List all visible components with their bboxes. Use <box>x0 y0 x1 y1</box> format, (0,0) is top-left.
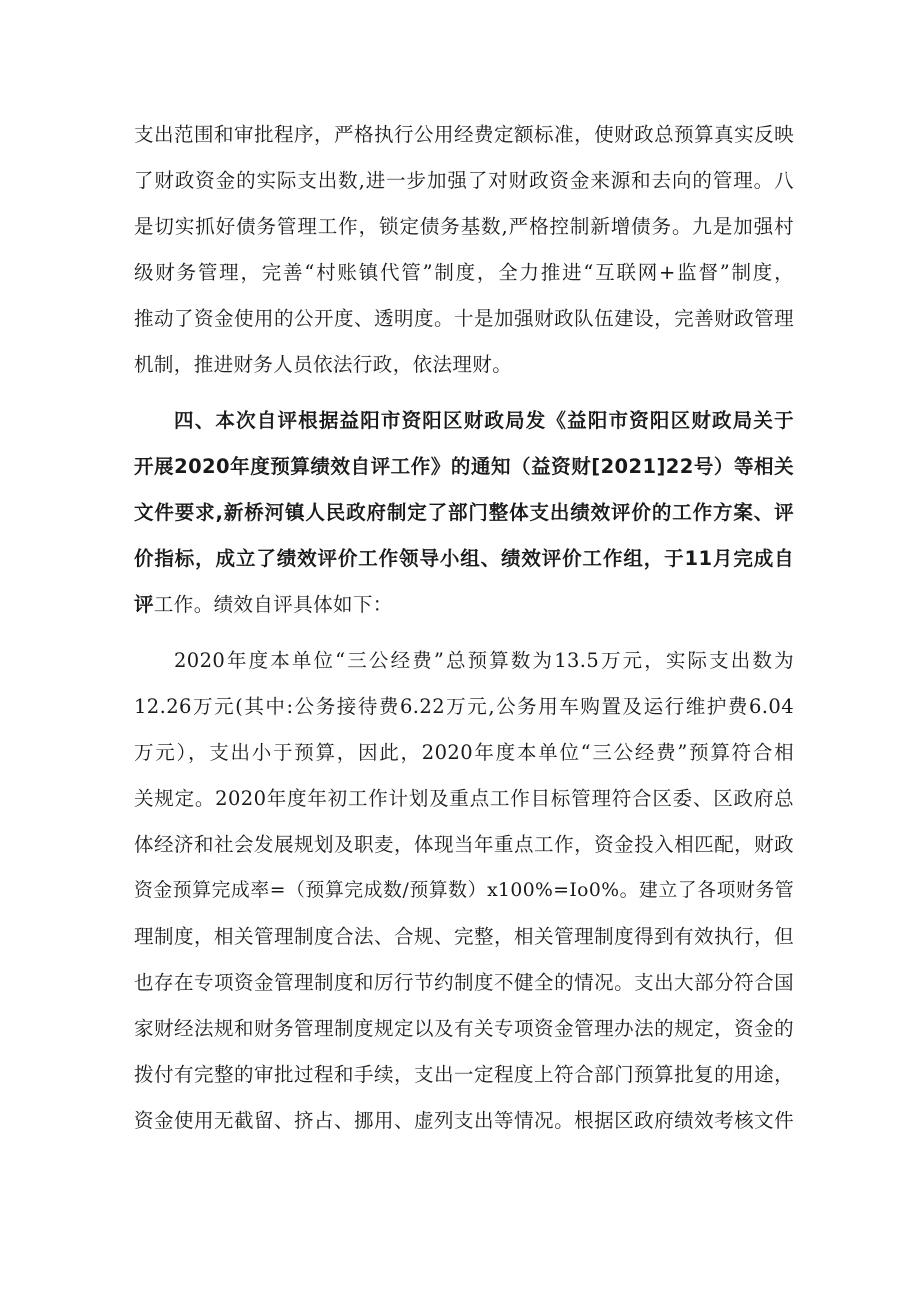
text-line: 资金使用无截留、挤占、挪用、虚列支出等情况。根据区政府绩效考核文件 <box>134 1109 794 1132</box>
normal-text: 工作。绩效自评具体如下： <box>153 593 393 616</box>
text-line: 是切实抓好债务管理工作，锁定债务基数,严格控制新增债务。九是加强村 <box>134 215 794 238</box>
paragraph-self-evaluation-basis <box>134 398 794 628</box>
text-line: 12.26万元(其中:公务接待费6.22万元,公务用车购置及运行维护费6.04 <box>134 695 794 718</box>
text-line: 机制，推进财务人员依法行政，依法理财。 <box>134 353 513 376</box>
text-line: 价指标，成立了绩效评价工作领导小组、绩效评价工作组，于11月完成自 <box>134 547 794 570</box>
text-line: 资金预算完成率=（预算完成数/预算数）x100%=Io0%。建立了各项财务管 <box>134 880 794 901</box>
text-line: 四、本次自评根据益阳市资阳区财政局发《益阳市资阳区财政局关于 <box>174 409 794 432</box>
text-line: 开展2020年度预算绩效自评工作》的通知（益资财[2021]22号）等相关 <box>134 455 794 478</box>
text-line: 2020年度本单位“三公经费”总预算数为13.5万元，实际支出数为 <box>174 649 794 672</box>
paragraph-finance-measures <box>134 112 794 388</box>
text-line: 了财政资金的实际支出数,进一步加强了对财政资金来源和去向的管理。八 <box>134 169 794 192</box>
text-line: 家财经法规和财务管理制度规定以及有关专项资金管理办法的规定，资金的 <box>134 1017 794 1040</box>
bold-text: 评 <box>134 593 154 616</box>
text-line: 文件要求,新桥河镇人民政府制定了部门整体支出绩效评价的工作方案、评 <box>134 501 794 524</box>
text-line: 支出范围和审批程序，严格执行公用经费定额标准，使财政总预算真实反映 <box>134 123 794 146</box>
text-line <box>134 582 794 628</box>
text-line: 推动了资金使用的公开度、透明度。十是加强财政队伍建设，完善财政管理 <box>134 307 794 330</box>
text-line: 关规定。2020年度年初工作计划及重点工作目标管理符合区委、区政府总 <box>134 787 794 810</box>
text-line: 理制度，相关管理制度合法、合规、完整，相关管理制度得到有效执行，但 <box>134 925 794 948</box>
text-line: 体经济和社会发展规划及职麦，体现当年重点工作，资金投入相匹配，财政 <box>134 833 794 856</box>
text-line: 级财务管理，完善“村账镇代管”制度，全力推进“互联网+监督”制度， <box>134 261 794 284</box>
text-line: 万元），支出小于预算，因此，2020年度本单位“三公经费”预算符合相 <box>134 741 794 764</box>
text-line: 拨付有完整的审批过程和手续，支出一定程度上符合部门预算批复的用途， <box>134 1063 794 1086</box>
paragraph-three-public-expenses <box>134 638 794 1144</box>
text-line: 也存在专项资金管理制度和厉行节约制度不健全的情况。支出大部分符合国 <box>134 971 794 994</box>
